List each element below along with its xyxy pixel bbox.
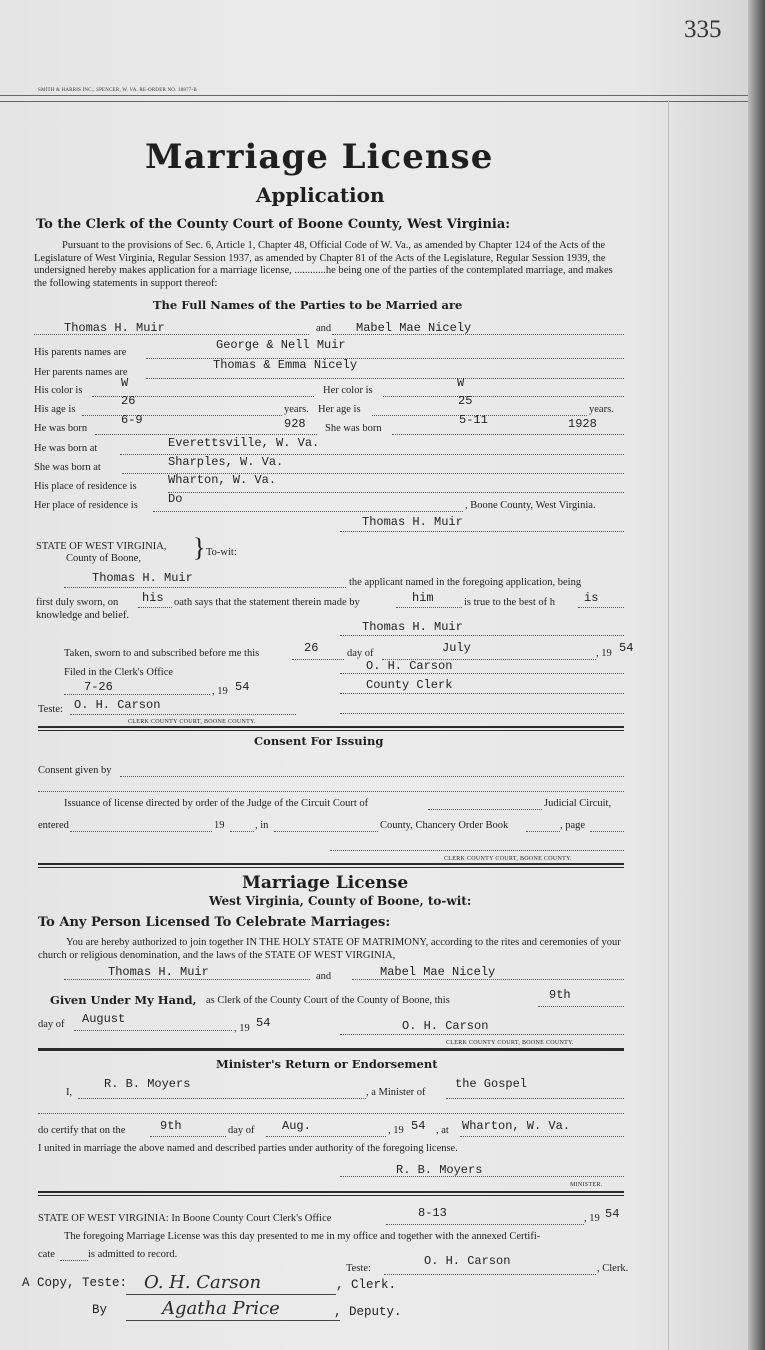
minister-i: I, [66,1087,73,1098]
consent-19: 19 [214,820,225,831]
cate-label: cate [38,1249,55,1260]
judicial-circuit-label: Judicial Circuit, [544,798,612,809]
deputy-signature: Agatha Price [162,1298,280,1319]
oath-year: 54 [619,641,634,655]
page-number: 335 [684,16,722,43]
oath-text2a: first duly sworn, on [36,597,119,608]
oath-signature: Thomas H. Muir [362,620,463,634]
license-bride-name: Mabel Mae Nicely [380,965,496,979]
her-birth-date: 5-11 [459,413,488,427]
minister-church: the Gospel [455,1077,528,1091]
oath-to-wit: To-wit: [206,547,237,558]
recording-teste: Teste: [346,1263,371,1274]
authorized-text: You are hereby authorized to join together IN THE HOLY STATE OF MATRIMONY, according to the rites and ceremonies of your church or religious denomination, and the laws of the STATE OF WEST VIRGINIA, [38,937,621,961]
admitted-label: is admitted to record. [88,1249,178,1260]
oath-text3: knowledge and belief. [36,610,130,621]
entered-label: entered [38,820,69,831]
clerk-caption-2: CLERK COUNTY COURT, BOONE COUNTY. [444,856,572,862]
her-birth-year: 1928 [568,417,597,431]
years-label-her: years. [589,404,614,415]
his-age-value: 26 [121,394,136,408]
minister-signature: R. B. Moyers [396,1163,483,1177]
foregoing-text: The foregoing Marriage License was this day presented to me in my office and together with the annexed Certifi- [64,1231,541,1242]
recording-date: 8-13 [418,1206,447,1220]
oath-applicant: Thomas H. Muir [92,571,193,585]
united-text: I united in marriage the above named and described parties under authority of the foregoing license. [38,1143,458,1154]
page-subtitle: Application [256,183,385,207]
license-year: 54 [256,1016,271,1030]
his-parents-value: George & Nell Muir [216,338,346,352]
to-any-person: To Any Person Licensed To Celebrate Marriages: [38,915,391,930]
certify-label: do certify that on the [38,1125,126,1136]
parties-heading: The Full Names of the Parties to be Married are [153,298,463,312]
oath-text1: the applicant named in the foregoing application, being [349,577,582,588]
oath-county: County of Boone, [66,553,141,564]
clerk-title: County Clerk [366,678,453,692]
copy-by: By [92,1303,108,1317]
printer-imprint: SMITH & HARRIS INC., SPENCER, W. VA. RE-ORDER NO. 18877-B [38,88,197,93]
a-minister-of: , a Minister of [366,1087,426,1098]
oath-him: him [412,591,434,605]
minister-caption: MINISTER. [570,1182,603,1188]
addressee: To the Clerk of the County Court of Boone County, West Virginia: [36,217,511,232]
recording-year-prefix: , 19 [584,1213,600,1224]
her-residence-value: Do [168,492,183,506]
her-residence-label: Her place of residence is [34,500,138,511]
clerk-name: O. H. Carson [366,659,453,673]
recording-clerk-name: O. H. Carson [424,1254,511,1268]
chancery-label: County, Chancery Order Book [380,820,509,831]
copy-deputy-label: , Deputy. [334,1305,402,1319]
filed-year: 54 [235,680,250,694]
license-day: 9th [549,988,571,1002]
her-color-label: Her color is [323,385,373,396]
minister-place: Wharton, W. Va. [462,1119,571,1133]
his-color-value: W [121,376,129,390]
and-label: and [316,323,332,334]
clerk-caption-3: CLERK COUNTY COURT, BOONE COUNTY. [446,1040,574,1046]
minister-name: R. B. Moyers [104,1077,191,1091]
minister-year-prefix: , 19 [388,1125,404,1136]
filed-date: 7-26 [84,680,113,694]
his-age-label: His age is [34,404,76,415]
his-parents-label: His parents names are [34,347,127,358]
consent-given-label: Consent given by [38,765,112,776]
header-rule [0,95,748,102]
license-subtitle: West Virginia, County of Boone, to-wit: [209,894,472,908]
clerk-caption-1: CLERK COUNTY COURT, BOONE COUNTY. [128,719,256,725]
license-clerk-signature: O. H. Carson [402,1019,489,1033]
his-birth-year: 928 [284,417,306,431]
intro-paragraph: Pursuant to the provisions of Sec. 6, Article 1, Chapter 48, Official Code of W. Va., as amended by Chapter 124 of the Acts of the Legislature of West Virginia, Regular Session 1937, as amended by Chapter 81 of the Acts of the Legislature, Regular Session 1939, the undersigned hereby makes application for a marriage license, ............he being one of the parties of the contemplated marriage, and makes the following statements in support thereof: [34,240,613,289]
recording-clerk-label: , Clerk. [597,1263,629,1274]
recording-state-line: STATE OF WEST VIRGINIA: In Boone County Court Clerk's Office [38,1213,332,1224]
bride-name: Mabel Mae Nicely [356,321,472,335]
filed-year-prefix: , 19 [212,686,228,697]
issuance-label: Issuance of license directed by order of the Judge of the Circuit Court of [64,798,369,809]
day-of-label: day of [347,648,374,659]
page-label: , page [560,820,586,831]
her-parents-value: Thomas & Emma Nicely [213,358,358,372]
he-born-label: He was born [34,423,88,434]
oath-his: his [142,591,164,605]
copy-teste: A Copy, Teste: [22,1276,128,1290]
section-rule-4 [38,1191,624,1193]
license-year-prefix: , 19 [234,1023,250,1034]
his-color-label: His color is [34,385,83,396]
section-rule-1 [38,726,624,728]
minister-heading: Minister's Return or Endorsement [216,1057,438,1071]
minister-at: , at [436,1125,449,1136]
she-born-label: She was born [325,423,382,434]
applicant-signature: Thomas H. Muir [362,515,463,529]
brace: } [193,533,206,562]
consent-heading: Consent For Issuing [254,734,384,748]
she-born-at-label: She was born at [34,462,101,473]
license-day-of: day of [38,1019,65,1030]
his-birth-date: 6-9 [121,413,143,427]
oath-year-prefix: , 19 [596,648,612,659]
minister-month: Aug. [282,1119,311,1133]
license-month: August [82,1012,126,1026]
minister-year: 54 [411,1119,426,1133]
years-label-his: years. [284,404,309,415]
her-birthplace: Sharples, W. Va. [168,455,284,469]
his-birthplace: Everettsville, W. Va. [168,436,320,450]
section-rule-2 [38,863,624,865]
recording-year: 54 [605,1207,620,1221]
section-rule-3 [38,1048,624,1051]
minister-day: 9th [160,1119,182,1133]
filed-label: Filed in the Clerk's Office [64,667,174,678]
copy-clerk-label: , Clerk. [336,1278,397,1292]
page-title: Marriage License [145,137,494,177]
his-residence-label: His place of residence is [34,481,137,492]
given-under-label: Given Under My Hand, [50,993,197,1007]
oath-day: 26 [304,641,319,655]
her-age-value: 25 [458,394,473,408]
license-title: Marriage License [242,873,409,893]
minister-day-of: day of [228,1125,255,1136]
teste-label: Teste: [38,704,63,715]
her-color-value: W [457,376,465,390]
taken-sworn-label: Taken, sworn to and subscribed before me this [64,648,260,659]
margin-rule [668,100,669,1350]
teste-name: O. H. Carson [74,698,161,712]
oath-state: STATE OF WEST VIRGINIA, [36,541,167,552]
he-born-at-label: He was born at [34,443,98,454]
as-clerk-label: as Clerk of the County Court of the County of Boone, this [206,995,450,1006]
consent-in: , in [255,820,269,831]
her-age-label: Her age is [318,404,361,415]
copy-clerk-signature: O. H. Carson [144,1272,262,1293]
oath-text2c: is true to the best of h [464,597,555,608]
boone-county-label: , Boone County, West Virginia. [465,500,596,511]
oath-text2b: oath says that the statement therein made by [174,597,360,608]
his-residence-value: Wharton, W. Va. [168,473,277,487]
groom-name: Thomas H. Muir [64,321,165,335]
license-and: and [316,971,332,982]
license-groom-name: Thomas H. Muir [108,965,209,979]
oath-month: July [442,641,471,655]
her-parents-label: Her parents names are [34,367,128,378]
oath-is: is [584,591,599,605]
page-edge [748,0,765,1350]
